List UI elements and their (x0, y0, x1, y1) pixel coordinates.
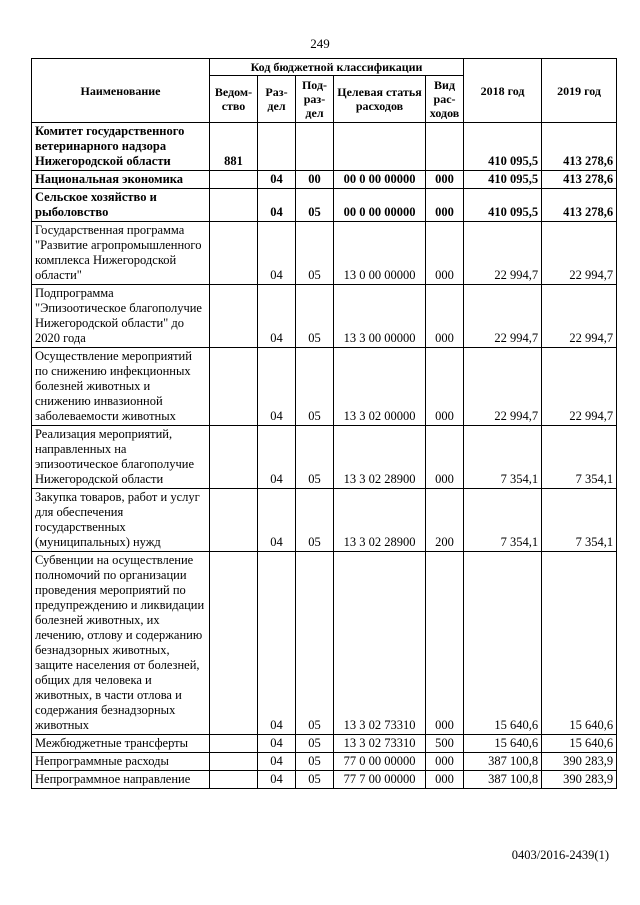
cell-podrazdel: 05 (296, 426, 334, 489)
cell-podrazdel: 05 (296, 348, 334, 426)
cell-razdel: 04 (258, 771, 296, 789)
header-name: Наименование (32, 59, 210, 123)
cell-target: 13 3 02 73310 (334, 552, 426, 735)
cell-name: Комитет государственного ветеринарного надзора Нижегородской области (32, 123, 210, 171)
cell-podrazdel: 05 (296, 489, 334, 552)
table-row (32, 426, 617, 489)
cell-podrazdel: 05 (296, 222, 334, 285)
table-row (32, 285, 617, 348)
cell-vid: 000 (426, 222, 464, 285)
cell-2018: 410 095,5 (464, 123, 542, 171)
cell-vid: 500 (426, 735, 464, 753)
header-podrazdel: Под-раз-дел (296, 76, 334, 123)
cell-2018: 15 640,6 (464, 735, 542, 753)
cell-name: Осуществление мероприятий по снижению инфекционных болезней животных и снижению инвазионной заболеваемости животных (32, 348, 210, 426)
cell-name: Непрограммное направление (32, 771, 210, 789)
cell-vid: 000 (426, 348, 464, 426)
cell-target: 77 7 00 00000 (334, 771, 426, 789)
cell-name: Межбюджетные трансферты (32, 735, 210, 753)
cell-target: 00 0 00 00000 (334, 189, 426, 222)
header-2018: 2018 год (464, 59, 542, 123)
header-razdel: Раз-дел (258, 76, 296, 123)
cell-razdel: 04 (258, 552, 296, 735)
cell-podrazdel: 00 (296, 171, 334, 189)
cell-vid: 000 (426, 189, 464, 222)
cell-2018: 15 640,6 (464, 552, 542, 735)
header-2019: 2019 год (542, 59, 617, 123)
cell-razdel: 04 (258, 171, 296, 189)
cell-podrazdel: 05 (296, 285, 334, 348)
cell-vid (426, 123, 464, 171)
cell-2019: 22 994,7 (542, 285, 617, 348)
cell-target (334, 123, 426, 171)
cell-podrazdel (296, 123, 334, 171)
cell-2018: 22 994,7 (464, 222, 542, 285)
cell-podrazdel: 05 (296, 552, 334, 735)
header-row-1 (32, 59, 617, 76)
cell-razdel: 04 (258, 285, 296, 348)
table-row (32, 189, 617, 222)
cell-razdel: 04 (258, 348, 296, 426)
cell-2019: 413 278,6 (542, 171, 617, 189)
cell-razdel: 04 (258, 189, 296, 222)
cell-vedomstvo (210, 426, 258, 489)
cell-target: 00 0 00 00000 (334, 171, 426, 189)
document-code: 0403/2016-2439(1) (511, 848, 609, 862)
budget-table (31, 58, 617, 789)
cell-podrazdel: 05 (296, 753, 334, 771)
cell-2019: 22 994,7 (542, 348, 617, 426)
cell-name: Реализация мероприятий, направленных на эпизоотическое благополучие Нижегородской области (32, 426, 210, 489)
cell-name: Подпрограмма "Эпизоотическое благополучие Нижегородской области" до 2020 года (32, 285, 210, 348)
header-target: Целевая статья расходов (334, 76, 426, 123)
cell-razdel: 04 (258, 489, 296, 552)
cell-podrazdel: 05 (296, 735, 334, 753)
cell-2019: 15 640,6 (542, 552, 617, 735)
cell-vedomstvo (210, 171, 258, 189)
cell-2018: 387 100,8 (464, 753, 542, 771)
cell-2019: 15 640,6 (542, 735, 617, 753)
table-row (32, 348, 617, 426)
cell-vid: 000 (426, 171, 464, 189)
cell-target: 13 3 02 28900 (334, 426, 426, 489)
cell-2018: 410 095,5 (464, 171, 542, 189)
table-row (32, 735, 617, 753)
cell-name: Государственная программа "Развитие агропромышленного комплекса Нижегородской области" (32, 222, 210, 285)
table-row (32, 753, 617, 771)
cell-2018: 410 095,5 (464, 189, 542, 222)
table-row (32, 123, 617, 171)
table-row (32, 771, 617, 789)
cell-vid: 000 (426, 285, 464, 348)
cell-2019: 413 278,6 (542, 123, 617, 171)
cell-podrazdel: 05 (296, 189, 334, 222)
table-row (32, 222, 617, 285)
cell-target: 13 0 00 00000 (334, 222, 426, 285)
cell-name: Субвенции на осуществление полномочий по организации проведения мероприятий по предупреждению и ликвидации болезней животных, их лечению, отлову и содержанию безнадзорных животных, защите населения от болезней, общих для человека и животных, в части отлова и содержания безнадзорных животных (32, 552, 210, 735)
cell-name: Непрограммные расходы (32, 753, 210, 771)
table-row (32, 552, 617, 735)
cell-vid: 000 (426, 552, 464, 735)
cell-vedomstvo (210, 489, 258, 552)
header-budget-code: Код бюджетной классификации (210, 59, 464, 76)
cell-vedomstvo (210, 771, 258, 789)
cell-podrazdel: 05 (296, 771, 334, 789)
cell-target: 13 3 00 00000 (334, 285, 426, 348)
cell-vid: 000 (426, 426, 464, 489)
cell-target: 77 0 00 00000 (334, 753, 426, 771)
cell-name: Закупка товаров, работ и услуг для обеспечения государственных (муниципальных) нужд (32, 489, 210, 552)
cell-2019: 390 283,9 (542, 771, 617, 789)
cell-name: Национальная экономика (32, 171, 210, 189)
cell-vedomstvo (210, 222, 258, 285)
cell-vid: 000 (426, 771, 464, 789)
header-vedomstvo: Ведом-ство (210, 76, 258, 123)
cell-vid: 200 (426, 489, 464, 552)
cell-2019: 390 283,9 (542, 753, 617, 771)
table-body (32, 123, 617, 789)
cell-razdel: 04 (258, 222, 296, 285)
cell-razdel: 04 (258, 735, 296, 753)
cell-vid: 000 (426, 753, 464, 771)
cell-vedomstvo (210, 735, 258, 753)
cell-2018: 22 994,7 (464, 348, 542, 426)
cell-vedomstvo (210, 189, 258, 222)
cell-target: 13 3 02 73310 (334, 735, 426, 753)
cell-razdel: 04 (258, 426, 296, 489)
cell-name: Сельское хозяйство и рыболовство (32, 189, 210, 222)
cell-2019: 7 354,1 (542, 489, 617, 552)
cell-vedomstvo: 881 (210, 123, 258, 171)
page-number: 249 (310, 36, 330, 51)
table-row (32, 171, 617, 189)
cell-vedomstvo (210, 753, 258, 771)
cell-2019: 413 278,6 (542, 189, 617, 222)
cell-vedomstvo (210, 285, 258, 348)
header-vid: Вид рас-ходов (426, 76, 464, 123)
cell-target: 13 3 02 28900 (334, 489, 426, 552)
cell-2018: 387 100,8 (464, 771, 542, 789)
cell-2018: 7 354,1 (464, 426, 542, 489)
cell-vedomstvo (210, 552, 258, 735)
cell-target: 13 3 02 00000 (334, 348, 426, 426)
cell-vedomstvo (210, 348, 258, 426)
cell-razdel (258, 123, 296, 171)
cell-2018: 7 354,1 (464, 489, 542, 552)
cell-2018: 22 994,7 (464, 285, 542, 348)
cell-2019: 22 994,7 (542, 222, 617, 285)
cell-razdel: 04 (258, 753, 296, 771)
cell-2019: 7 354,1 (542, 426, 617, 489)
table-row (32, 489, 617, 552)
